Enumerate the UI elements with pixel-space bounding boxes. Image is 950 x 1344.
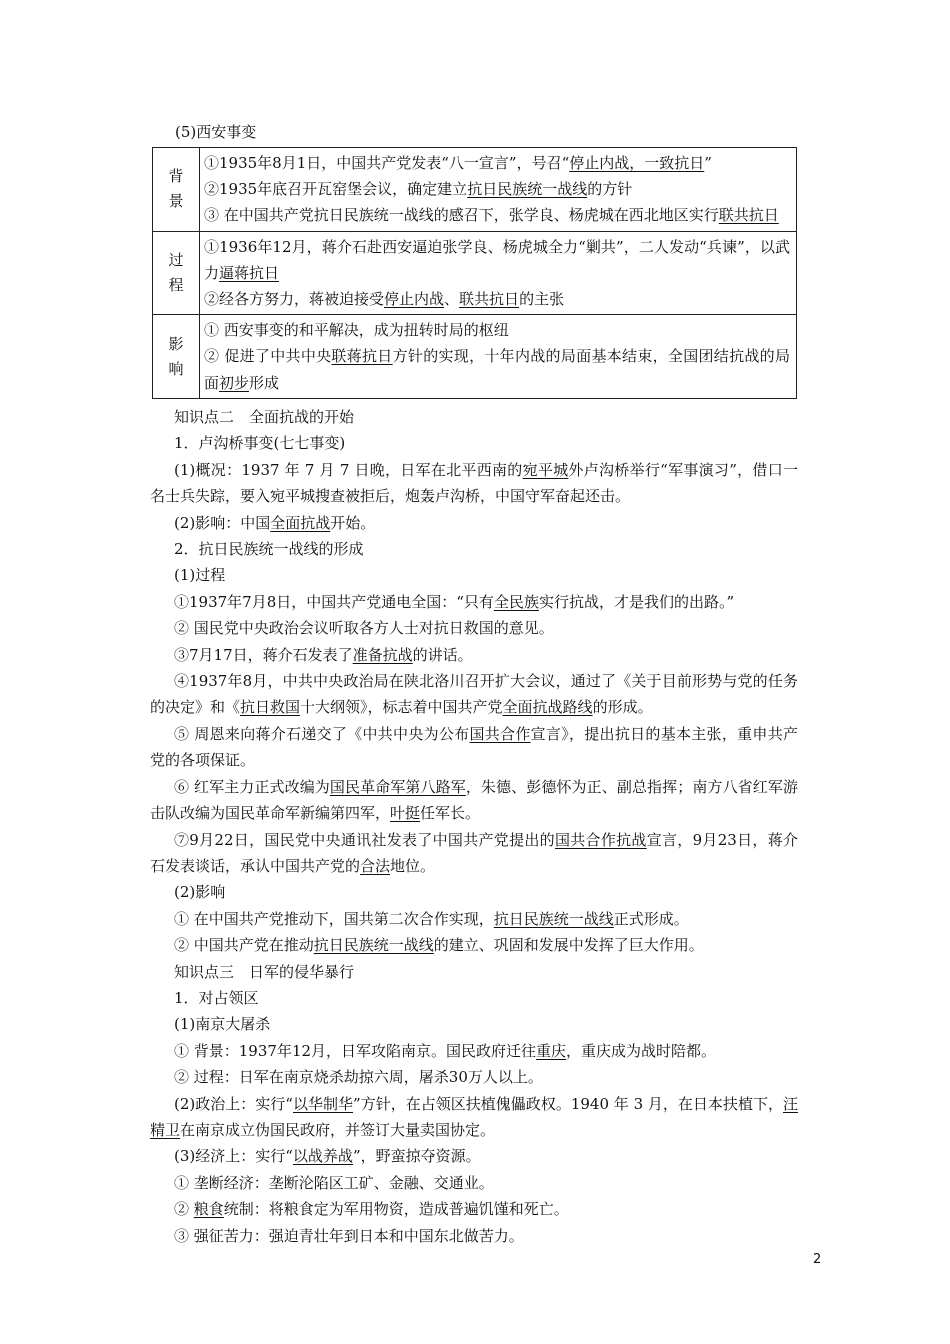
underlined-term: 抗日救国	[240, 698, 301, 717]
text-span: 十大纲领》，标志着中国共产党	[300, 698, 503, 717]
row-label-char: 影	[168, 334, 184, 353]
paragraph	[150, 562, 798, 588]
text-span: 的建立、巩固和发展中发挥了巨大作用。	[433, 936, 704, 955]
text-span: 地位。	[390, 856, 436, 875]
text-span: ② 中国共产党在推动	[174, 936, 314, 955]
row-label-char: 响	[168, 359, 184, 378]
text-span: ”，野蛮掠夺资源。	[352, 1147, 481, 1166]
text-span: 的方针	[587, 180, 633, 199]
table-line	[204, 286, 790, 312]
text-span: ① 垄断经济：垄断沦陷区工矿、金融、交通业。	[174, 1173, 494, 1192]
text-span: (2)影响：中国	[174, 513, 271, 532]
underlined-term: 初步	[219, 373, 250, 392]
underlined-term: 联共抗日	[459, 290, 520, 309]
paragraph	[150, 1091, 798, 1144]
table-line	[204, 234, 790, 286]
paragraph	[150, 906, 798, 932]
underlined-term: 全面抗战路线	[502, 698, 593, 717]
underlined-term: 停止内战，一致抗日	[569, 154, 705, 172]
text-span: 2．抗日民族统一战线的形成	[174, 540, 364, 559]
paragraph	[150, 668, 798, 721]
text-span: 1．卢沟桥事变(七七事变)	[174, 434, 346, 453]
text-span: ③7月17日，蒋介石发表了	[174, 645, 353, 664]
xian-incident-table	[152, 147, 797, 399]
underlined-term: 以战养战	[292, 1147, 353, 1166]
underlined-term: 以华制华	[292, 1094, 354, 1113]
row-label-char: 背	[168, 167, 184, 186]
underlined-term: 抗日民族统一战线	[493, 909, 614, 928]
text-span: ② 过程：日军在南京烧杀劫掠六周，屠杀30万人以上。	[174, 1068, 543, 1087]
row-content	[200, 315, 797, 399]
text-span: ①1935年8月1日，中国共产党发表“八一宣言”，号召“	[204, 154, 570, 172]
text-span: 外卢沟桥举行“军事演习”，借口一名士兵失踪，要入宛平城搜查被拒后，炮轰卢沟桥，中国守军奋起还击。	[150, 460, 798, 506]
paragraph	[150, 932, 798, 958]
paragraph	[150, 536, 798, 562]
table-line	[204, 176, 790, 202]
text-span: (1)概况：1937 年 7 月 7 日晚，日军在北平西南的	[174, 460, 523, 479]
text-span: 统制：将粮食定为军用物资，造成普遍饥馑和死亡。	[223, 1200, 569, 1219]
text-span: ① 背景：1937年12月，日军攻陷南京。国民政府迁往	[174, 1041, 537, 1060]
underlined-term: 联蒋抗日	[331, 347, 393, 366]
text-span: ①1937年7月8日，中国共产党通电全国：“只有	[174, 592, 494, 611]
text-span: ①1936年12月，蒋介石赴西安逼迫张学良、杨虎城全力“剿共”，二人发动“兵谏”，以武力	[204, 237, 790, 282]
underlined-term: 重庆	[536, 1041, 567, 1060]
paragraph	[150, 430, 798, 456]
row-label	[153, 231, 200, 315]
underlined-term: 逼蒋抗日	[219, 263, 280, 282]
underlined-term: 准备抗战	[352, 645, 413, 664]
text-span: ②1935年底召开瓦窑堡会议，确定建立	[204, 180, 468, 199]
text-span: ③ 在中国共产党抗日民族统一战线的感召下，张学良、杨虎城在西北地区实行	[204, 206, 719, 225]
body-text	[150, 404, 798, 1249]
underlined-term: 国民革命军第八路军	[329, 777, 466, 796]
text-span: (3)经济上：实行“	[174, 1147, 293, 1166]
paragraph	[150, 510, 798, 536]
underlined-term: 全民族	[493, 592, 539, 611]
text-span: ⑥ 红军主力正式改编为	[174, 777, 330, 796]
underlined-term: 联共抗日	[718, 206, 779, 225]
paragraph	[150, 774, 798, 827]
text-span: ②经各方努力，蒋被迫接受	[204, 290, 385, 309]
text-span: 的主张	[519, 290, 565, 309]
row-label	[153, 148, 200, 232]
table-row	[153, 315, 797, 399]
paragraph	[150, 1038, 798, 1064]
text-span: ，重庆成为战时陪都。	[566, 1041, 717, 1060]
paragraph	[150, 615, 798, 641]
paragraph	[150, 589, 798, 615]
table-line	[204, 343, 790, 395]
text-span: 正式形成。	[613, 909, 689, 928]
knowledge-heading	[150, 959, 798, 985]
row-content	[200, 148, 797, 232]
table-line	[204, 150, 790, 176]
row-label-char: 程	[168, 275, 184, 294]
underlined-term: 国共合作	[469, 724, 531, 743]
text-span: 1．对占领区	[174, 988, 259, 1007]
text-span: ② 促进了中共中央	[204, 347, 332, 366]
underlined-term: 粮食	[193, 1200, 224, 1219]
text-span: 宣言，9月23日，蒋介石发表谈话，承认中国共产党的	[150, 830, 798, 875]
paragraph	[150, 1196, 798, 1222]
paragraph	[150, 457, 798, 510]
text-span: ① 西安事变的和平解决，成为扭转时局的枢纽	[204, 321, 509, 340]
underlined-term: 抗日民族统一战线	[313, 936, 434, 955]
section-title: (5)西安事变	[175, 123, 257, 141]
text-span: ② 国民党中央政治会议听取各方人士对抗日救国的意见。	[174, 619, 554, 638]
text-span: 开始。	[330, 513, 376, 532]
underlined-term: 抗日民族统一战线	[467, 180, 588, 199]
knowledge-heading	[150, 404, 798, 430]
paragraph	[150, 879, 798, 905]
paragraph	[150, 1011, 798, 1037]
table-line	[204, 317, 790, 343]
text-span: ③ 强征苦力：强迫青壮年到日本和中国东北做苦力。	[174, 1226, 524, 1245]
text-span: ”方针，在占领区扶植傀儡政权。1940 年 3 月，在日本扶植下，	[353, 1094, 783, 1113]
underlined-term: 全面抗战	[270, 513, 331, 532]
text-span: (2)影响	[174, 883, 226, 902]
paragraph	[150, 642, 798, 668]
text-span: ① 在中国共产党推动下，国共第二次合作实现，	[174, 909, 494, 928]
paragraph	[150, 1223, 798, 1249]
text-span: ②	[174, 1200, 194, 1219]
paragraph	[150, 1064, 798, 1090]
text-span: 宣言》，提出抗日的基本主张，重申共产党的各项保证。	[150, 724, 798, 770]
text-span: (2)政治上：实行“	[174, 1094, 293, 1113]
row-label-char: 过	[168, 250, 184, 269]
text-span: 任军长。	[420, 804, 481, 823]
text-span: 方针的实现，十年内战的局面基本结束，全国团结抗战的局面	[204, 347, 790, 392]
text-span: (1)南京大屠杀	[174, 1015, 271, 1034]
paragraph	[150, 1143, 798, 1169]
underlined-term: 宛平城	[522, 460, 569, 479]
text-span: 形成	[249, 373, 280, 392]
page-number: 2	[813, 1252, 822, 1267]
row-label-char: 景	[168, 192, 184, 211]
text-span: ，朱德、彭德怀为正、副总指挥；南方八省红军游击队改编为国民革命军新编第四军，	[150, 777, 798, 823]
paragraph	[150, 985, 798, 1011]
text-span: 实行抗战，才是我们的出路。”	[538, 592, 735, 611]
text-span: 知识点二 全面抗战的开始	[174, 408, 355, 426]
text-span: 、	[444, 290, 460, 309]
text-span: 知识点三 日军的侵华暴行	[174, 962, 355, 981]
table-row	[153, 231, 797, 315]
table-line	[204, 202, 790, 228]
row-content	[200, 231, 797, 315]
text-span: 的形成。	[592, 698, 653, 717]
text-span: ⑦9月22日，国民党中央通讯社发表了中国共产党提出的	[174, 830, 555, 849]
text-span: ”	[704, 154, 712, 172]
text-span: (1)过程	[174, 566, 226, 585]
underlined-term: 合法	[360, 856, 391, 875]
text-span: 的讲话。	[412, 645, 473, 664]
text-span: 在南京成立伪国民政府，并签订大量卖国协定。	[180, 1120, 496, 1139]
table-row	[153, 148, 797, 232]
text-span: ⑤ 周恩来向蒋介石递交了《中共中央为公布	[174, 724, 470, 743]
paragraph	[150, 721, 798, 774]
underlined-term: 汪精卫	[150, 1094, 798, 1139]
underlined-term: 国共合作抗战	[554, 830, 647, 849]
underlined-term: 叶挺	[390, 804, 421, 823]
paragraph	[150, 827, 798, 880]
text-span: ④1937年8月，中共中央政治局在陕北洛川召开扩大会议，通过了《关于目前形势与党的任务的决定》和《	[150, 672, 798, 717]
paragraph	[150, 1170, 798, 1196]
row-label	[153, 315, 200, 399]
underlined-term: 停止内战	[384, 290, 445, 309]
